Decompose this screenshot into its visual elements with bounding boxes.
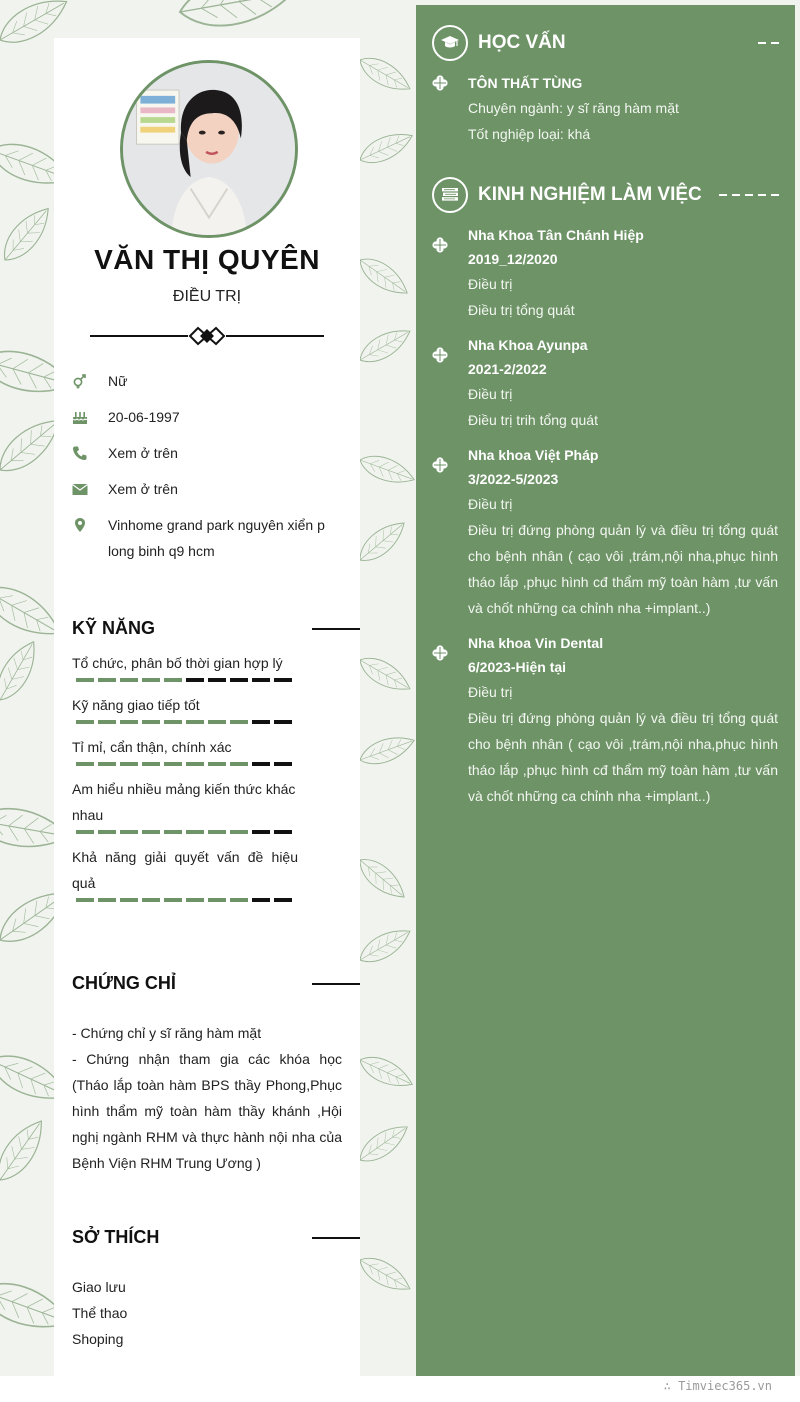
info-gender [72,368,342,394]
skill-level-bar [76,720,298,724]
experience-heading [432,177,779,213]
watermark: ∴ Timviec365.vn [663,1379,772,1393]
skill-level-bar [76,762,298,766]
skill-segment [208,678,226,682]
skill-segment [120,898,138,902]
skill-level-bar [76,830,298,834]
experience-entry [468,631,778,809]
job-role: Điều trị [468,496,513,512]
books-icon [441,186,459,204]
skill-segment [186,898,204,902]
skill-segment [98,830,116,834]
skill-segment [186,830,204,834]
heading-rule [312,983,360,985]
skill-segment [76,678,94,682]
info-address [72,512,342,564]
work-period: 6/2023-Hiện tại [468,659,567,675]
skill-segment [120,830,138,834]
skills-list [72,650,298,912]
skill-segment [120,678,138,682]
skill-item [72,734,298,766]
skill-segment [142,720,160,724]
skill-segment [76,830,94,834]
job-role: Điều trị [468,684,513,700]
certificate-line: - Chứng chỉ y sĩ răng hàm mặt [72,1025,262,1041]
certificate-line: - Chứng nhận tham gia các khóa học (Tháo lắp toàn hàm BPS thầy Phong,Phục hình thẩm mỹ toàn hàm thầy khánh ,Hội nghị ngành RHM và thực hành nội nha của Bệnh Viện RHM Trung Ương ) [72,1051,342,1171]
skill-name: Kỹ năng giao tiếp tốt [72,697,200,713]
education-entry [468,71,778,147]
education-heading [432,25,779,61]
job-description: Điều trị đứng phòng quản lý và điều trị tổng quát cho bệnh nhân ( cạo vôi ,trám,nội nha,phục hình tháo lắp ,phục hình cđ thẩm mỹ toàn hàm ,tư vấn và chốt những ca chỉnh nha +implant..) [468,710,778,804]
envelope-icon [72,481,88,497]
experience-entry [468,333,778,433]
job-description: Điều trị đứng phòng quản lý và điều trị tổng quát cho bệnh nhân ( cạo vôi ,trám,nội nha,phục hình tháo lắp ,phục hình cđ thẩm mỹ toàn hàm ,tư vấn và chốt những ca chỉnh nha +implant..) [468,522,778,616]
info-birthday [72,404,342,430]
avatar [120,60,298,238]
skill-segment [164,762,182,766]
skill-segment [252,720,270,724]
heading-dashes [719,194,779,196]
skill-segment [274,678,292,682]
work-period: 2021-2/2022 [468,361,547,377]
skill-item [72,844,298,902]
skill-segment [142,898,160,902]
skill-segment [98,762,116,766]
skill-segment [274,898,292,902]
job-description: Điều trị tổng quát [468,302,575,318]
heading-rule [312,628,360,630]
experience-entry [468,443,778,621]
work-period: 2019_12/2020 [468,251,558,267]
heading-icon-circle [432,25,468,61]
gender-value: Nữ [108,373,128,389]
hobby-item: Thể thao [72,1305,128,1321]
birthday-value: 20-06-1997 [108,409,180,425]
skill-segment [98,678,116,682]
personal-info [72,368,342,574]
skill-segment [98,720,116,724]
address-value: Vinhome grand park nguyên xiển p long binh q9 hcm [108,517,325,559]
clover-bullet-icon [432,237,448,253]
skill-segment [164,898,182,902]
skill-segment [164,720,182,724]
hobby-item: Giao lưu [72,1279,126,1295]
skill-name: Am hiểu nhiều mảng kiến thức khác nhau [72,781,296,823]
skill-segment [120,720,138,724]
skill-segment [230,678,248,682]
right-column [416,5,795,1376]
skill-segment [208,830,226,834]
hobbies-list [72,1274,342,1352]
clover-bullet-icon [432,457,448,473]
skill-segment [76,762,94,766]
skill-segment [164,830,182,834]
skill-segment [164,678,182,682]
clover-bullet-icon [432,75,448,91]
info-phone [72,440,342,466]
job-description: Điều trị trih tổng quát [468,412,598,428]
skills-heading: KỸ NĂNG [72,618,342,642]
skill-segment [230,898,248,902]
company-name: Nha Khoa Ayunpa [468,337,588,353]
avatar-photo [123,63,295,235]
graduation-cap-icon [441,34,459,52]
clover-bullet-icon [432,645,448,661]
experience-title: KINH NGHIỆM LÀM VIỆC [478,184,702,205]
skill-item [72,650,298,682]
skill-segment [274,762,292,766]
heading-rule [312,1237,360,1239]
certificates-heading: CHỨNG CHỈ [72,973,342,997]
birthday-cake-icon [72,409,88,425]
skill-segment [230,762,248,766]
skill-level-bar [76,678,298,682]
skill-segment [208,898,226,902]
heading-icon-circle [432,177,468,213]
skill-segment [120,762,138,766]
phone-value: Xem ở trên [108,445,178,461]
education-major: Chuyên ngành: y sĩ răng hàm mặt [468,100,679,116]
experience-entry [468,223,778,323]
skill-segment [76,720,94,724]
ornament-divider [90,326,324,346]
certificates-text [72,1020,342,1176]
education-title: HỌC VẤN [478,32,566,53]
skill-segment [142,830,160,834]
hobby-item: Shoping [72,1331,124,1347]
skill-segment [230,830,248,834]
company-name: Nha khoa Vin Dental [468,635,604,651]
candidate-name: VĂN THỊ QUYÊN [94,244,320,275]
map-marker-icon [72,517,88,533]
skill-name: Khả năng giải quyết vấn đề hiệu quả [72,849,298,891]
skill-segment [208,762,226,766]
clover-bullet-icon [432,347,448,363]
skill-segment [186,762,204,766]
skill-segment [208,720,226,724]
skill-item [72,776,298,834]
job-position: ĐIỀU TRỊ [172,288,242,305]
phone-icon [72,445,88,461]
skill-segment [252,830,270,834]
school-name: TÔN THẤT TÙNG [468,75,583,91]
company-name: Nha khoa Việt Pháp [468,447,599,463]
gender-icon [72,373,88,389]
hobbies-heading: SỞ THÍCH [72,1227,342,1251]
info-email [72,476,342,502]
skill-segment [142,762,160,766]
skill-segment [98,898,116,902]
skill-name: Tổ chức, phân bố thời gian hợp lý [72,655,283,671]
left-column [54,38,360,1376]
education-grade: Tốt nghiệp loại: khá [468,126,591,142]
skill-segment [230,720,248,724]
job-role: Điều trị [468,276,513,292]
skill-name: Tỉ mỉ, cẩn thận, chính xác [72,739,232,755]
skill-segment [274,720,292,724]
skill-level-bar [76,898,298,902]
skill-segment [252,678,270,682]
job-role: Điều trị [468,386,513,402]
skill-segment [76,898,94,902]
skill-segment [252,762,270,766]
skill-segment [142,678,160,682]
skill-segment [186,678,204,682]
company-name: Nha Khoa Tân Chánh Hiệp [468,227,644,243]
heading-dashes [758,42,779,44]
skill-segment [274,830,292,834]
work-period: 3/2022-5/2023 [468,471,559,487]
skill-segment [252,898,270,902]
skill-item [72,692,298,724]
email-value: Xem ở trên [108,481,178,497]
skill-segment [186,720,204,724]
